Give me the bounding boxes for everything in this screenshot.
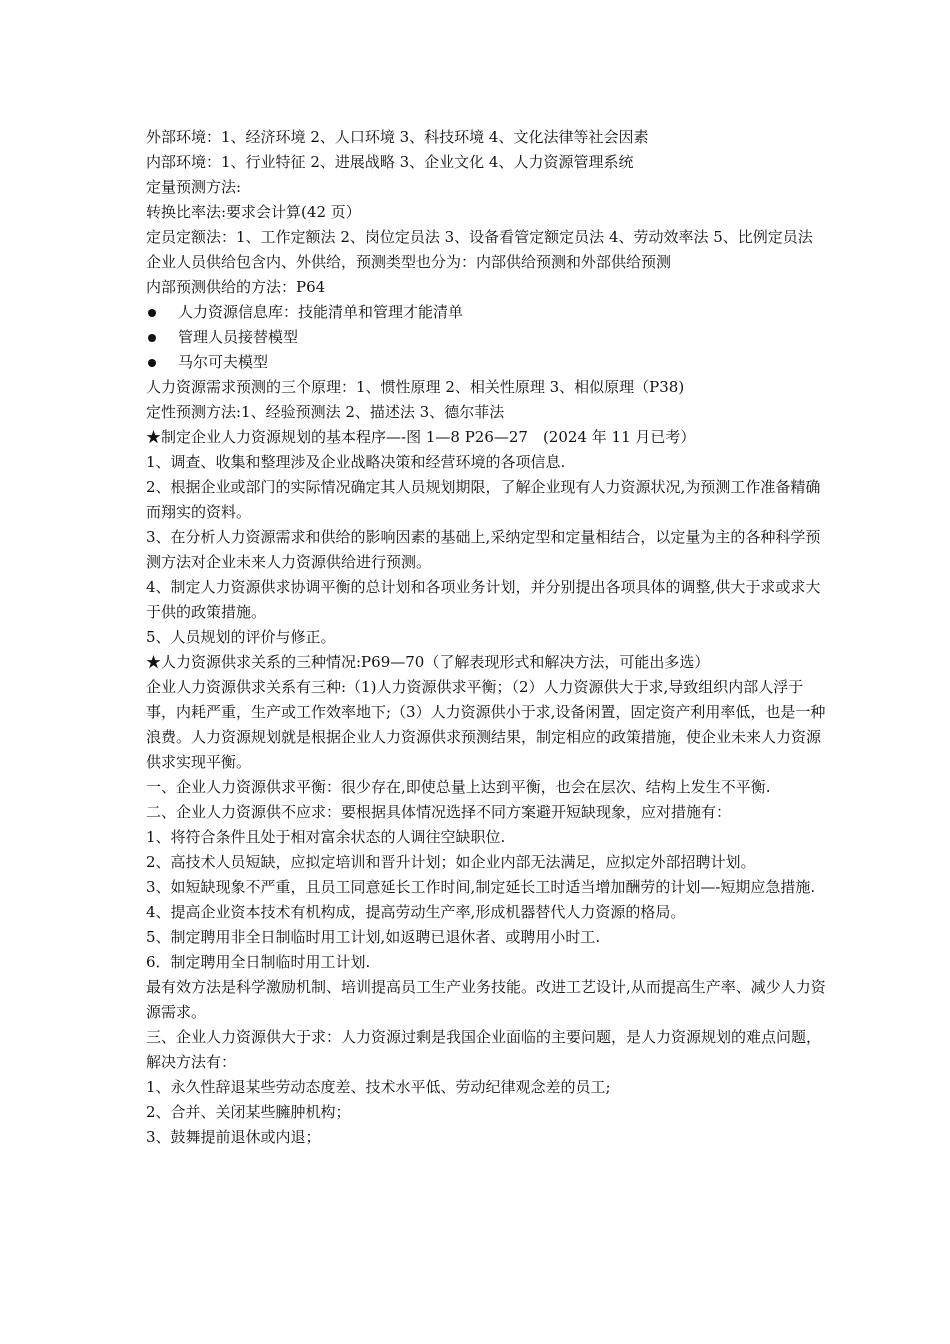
paragraph: 转换比率法:要求会计算(42 页）: [146, 203, 361, 221]
section-heading: ★人力资源供求关系的三种情况:P69—70（了解表现形式和解决方法，可能出多选）: [146, 653, 710, 671]
list-item: [146, 350, 826, 375]
paragraph: 2、合并、关闭某些臃肿机构；: [146, 1103, 351, 1121]
paragraph: 1、调查、收集和整理涉及企业战略决策和经营环境的各项信息.: [146, 453, 566, 471]
paragraph: 定性预测方法:1、经验预测法 2、描述法 3、德尔菲法: [146, 403, 505, 421]
bullet-icon: [148, 334, 156, 342]
paragraph: 最有效方法是科学激励机制、培训提高员工生产业务技能。改进工艺设计,从而提高生产率、减少人力资源需求。: [146, 978, 826, 1021]
paragraph: 4、提高企业资本技术有机构成，提高劳动生产率,形成机器替代人力资源的格局。: [146, 903, 686, 921]
section-heading: ★制定企业人力资源规划的基本程序—-图 1—8 P26—27 (2024 年 11 月已考）: [146, 428, 696, 446]
list-item-text: 管理人员接替模型: [178, 328, 299, 346]
list-item-text: 马尔可夫模型: [178, 353, 269, 371]
paragraph: 二、企业人力资源供不应求：要根据具体情况选择不同方案避开短缺现象，应对措施有：: [146, 803, 732, 821]
paragraph: 企业人员供给包含内、外供给，预测类型也分为：内部供给预测和外部供给预测: [146, 253, 672, 271]
paragraph: 3、鼓舞提前退休或内退；: [146, 1128, 321, 1146]
document-page: [146, 125, 826, 1150]
paragraph: 5、人员规划的评价与修正。: [146, 628, 336, 646]
paragraph: 3、如短缺现象不严重，且员工同意延长工作时间,制定延长工时适当增加酬劳的计划—-短期应急措施.: [146, 878, 816, 896]
bullet-icon: [148, 359, 156, 367]
paragraph: 内部预测供给的方法：P64: [146, 278, 326, 296]
list-item: [146, 325, 826, 350]
paragraph: 三、企业人力资源供大于求：人力资源过剩是我国企业面临的主要问题，是人力资源规划的难点问题，解决方法有：: [146, 1028, 822, 1071]
paragraph: 定员定额法：1、工作定额法 2、岗位定员法 3、设备看管定额定员法 4、劳动效率法 5、比例定员法: [146, 228, 813, 246]
paragraph: 6．制定聘用全日制临时用工计划.: [146, 953, 371, 971]
paragraph: 人力资源需求预测的三个原理：1、惯性原理 2、相关性原理 3、相似原理（P38): [146, 378, 685, 396]
paragraph: 一、企业人力资源供求平衡：很少存在,即使总量上达到平衡，也会在层次、结构上发生不平衡.: [146, 778, 771, 796]
paragraph: 1、将符合条件且处于相对富余状态的人调往空缺职位.: [146, 828, 506, 846]
paragraph: 内部环境：1、行业特征 2、进展战略 3、企业文化 4、人力资源管理系统: [146, 153, 634, 171]
list-item-text: 人力资源信息库：技能清单和管理才能清单: [178, 303, 464, 321]
paragraph: 3、在分析人力资源需求和供给的影响因素的基础上,采纳定型和定量相结合，以定量为主的各种科学预测方法对企业未来人力资源供给进行预测。: [146, 528, 821, 571]
bullet-icon: [148, 309, 156, 317]
paragraph: 2、高技术人员短缺，应拟定培训和晋升计划；如企业内部无法满足，应拟定外部招聘计划。: [146, 853, 756, 871]
paragraph: 外部环境：1、经济环境 2、人口环境 3、科技环境 4、文化法律等社会因素: [146, 128, 649, 146]
paragraph: 5、制定聘用非全日制临时用工计划,如返聘已退休者、或聘用小时工.: [146, 928, 601, 946]
list-item: [146, 300, 826, 325]
paragraph: 定量预测方法:: [146, 178, 242, 196]
paragraph: 1、永久性辞退某些劳动态度差、技术水平低、劳动纪律观念差的员工;: [146, 1078, 611, 1096]
paragraph: 4、制定人力资源供求协调平衡的总计划和各项业务计划，并分别提出各项具体的调整,供大于求或求大于供的政策措施。: [146, 578, 821, 621]
paragraph: 企业人力资源供求关系有三种:（1)人力资源供求平衡；（2）人力资源供大于求,导致组织内部人浮于事，内耗严重，生产或工作效率地下;（3）人力资源供小于求,设备闲置，固定资产利用率低，也是一种浪费。人力资源规划就是根据企业人力资源供求预测结果，制定相应的政策措施，使企业未来人力资源供求实现平衡。: [146, 678, 826, 771]
paragraph: 2、根据企业或部门的实际情况确定其人员规划期限，了解企业现有人力资源状况,为预测工作准备精确而翔实的资料。: [146, 478, 821, 521]
